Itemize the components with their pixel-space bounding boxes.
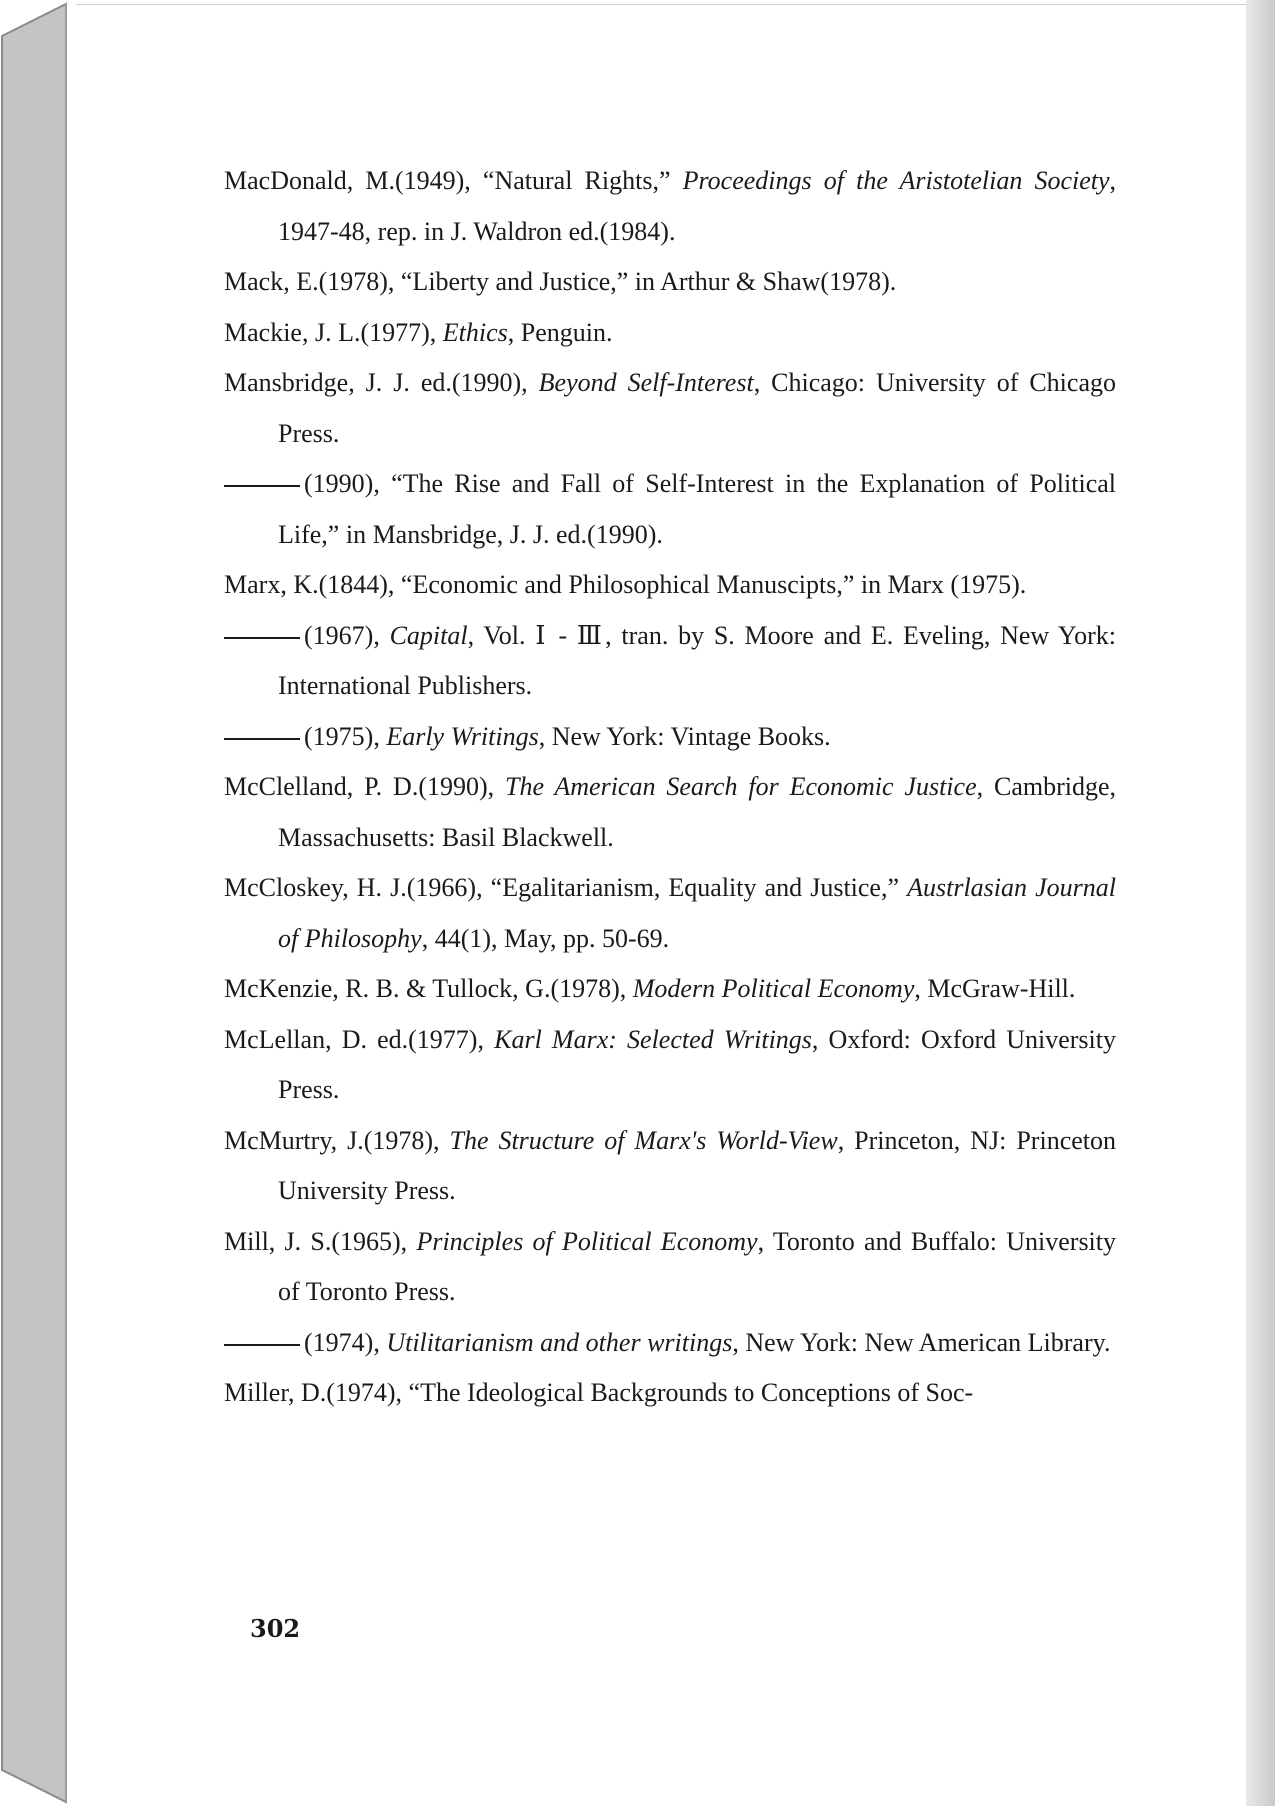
reference-list (224, 156, 1116, 1419)
page-number: 302 (250, 1614, 301, 1643)
reference-entry: McClelland, P. D.(1990), The American Search for Economic Justice, Cambridge, Massachusetts: Basil Blackwell. (224, 772, 1117, 852)
reference-entry: (1975), Early Writings, New York: Vintage Books. (224, 712, 1116, 763)
reference-entry: McKenzie, R. B. & Tullock, G.(1978), Modern Political Economy, McGraw-Hill. (224, 974, 1076, 1003)
page-edge (1246, 0, 1275, 1806)
reference-entry: (1974), Utilitarianism and other writings, New York: New American Library. (224, 1318, 1116, 1369)
reference-entry: Mackie, J. L.(1977), Ethics, Penguin. (224, 317, 613, 347)
ditto-dash (224, 738, 300, 740)
ditto-dash (224, 637, 300, 639)
reference-entry: Mill, J. S.(1965), Principles of Political Economy, Toronto and Buffalo: University of Toronto Press. (224, 1226, 1117, 1306)
ditto-dash (224, 1344, 300, 1346)
reference-entry: McCloskey, H. J.(1966), “Egalitarianism, Equality and Justice,” Austrlasian Journal of Philosophy, 44(1), May, pp. 50-69. (224, 873, 1116, 953)
reference-entry: Miller, D.(1974), “The Ideological Backgrounds to Conceptions of Soc- (224, 1378, 974, 1407)
reference-entry: Mansbridge, J. J. ed.(1990), Beyond Self-Interest, Chicago: University of Chicago Press. (224, 368, 1116, 448)
reference-entry: MacDonald, M.(1949), “Natural Rights,” Proceedings of the Aristotelian Society, 1947-48, rep. in J. Waldron ed.(1984). (224, 166, 1117, 246)
reference-entry: (1990), “The Rise and Fall of Self-Interest in the Explanation of Political Life,” in Mansbridge, J. J. ed.(1990). (224, 459, 1116, 560)
reference-entry: McMurtry, J.(1978), The Structure of Marx's World-View, Princeton, NJ: Princeton University Press. (224, 1125, 1116, 1205)
book-spine (0, 0, 76, 1806)
reference-entry: Mack, E.(1978), “Liberty and Justice,” in Arthur & Shaw(1978). (224, 267, 897, 296)
reference-entry: (1967), Capital, Vol. Ⅰ - Ⅲ, tran. by S. Moore and E. Eveling, New York: International Publishers. (224, 611, 1116, 712)
reference-entry: McLellan, D. ed.(1977), Karl Marx: Selected Writings, Oxford: Oxford University Press. (224, 1024, 1116, 1104)
ditto-dash (224, 485, 300, 487)
reference-entry: Marx, K.(1844), “Economic and Philosophical Manuscipts,” in Marx (1975). (224, 570, 1027, 599)
